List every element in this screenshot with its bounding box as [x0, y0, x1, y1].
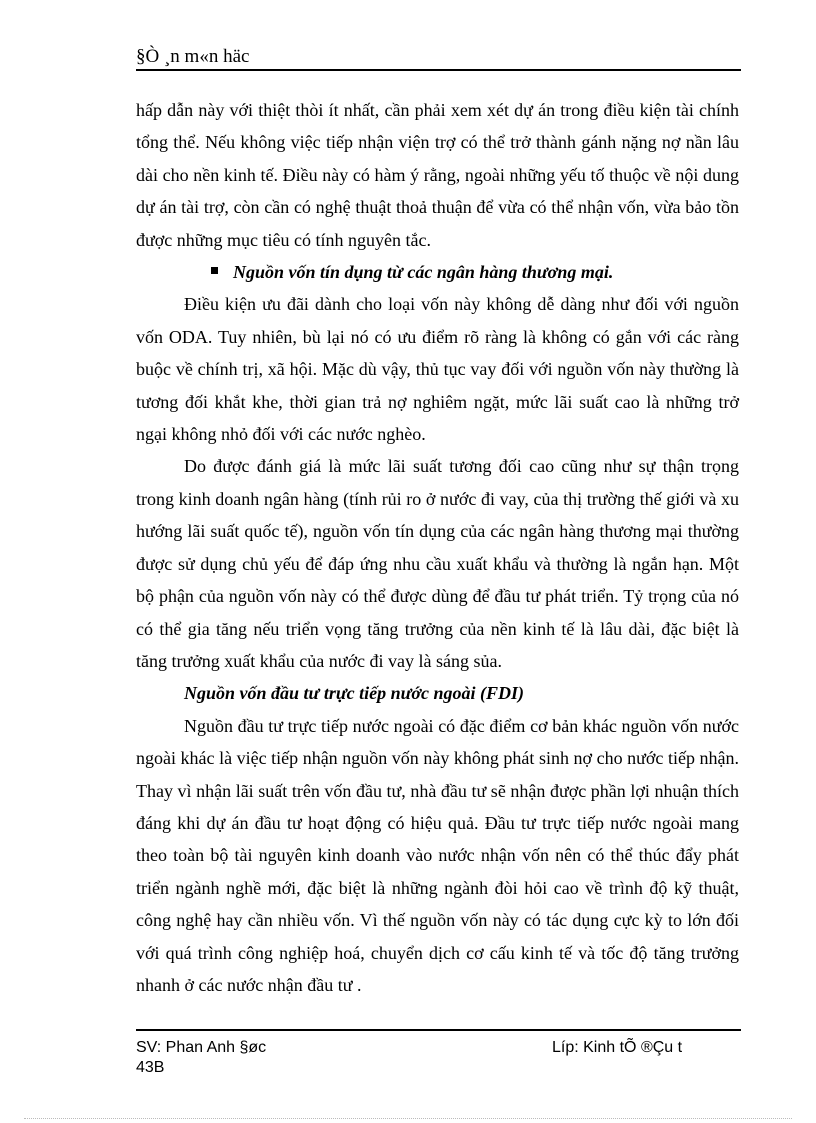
paragraph-credit-usage: Do được đánh giá là mức lãi suất tương đối cao cũng như sự thận trọng trong kinh doanh ngân hàng (tính rủi ro ở nước đi vay, của thị trường thế giới và xu hướng lãi suất quốc tế), nguồn vốn tín dụng của các ngân hàng thương mại thường được sử dụng chủ yếu để đáp ứng nhu cầu xuất khẩu và thường là ngắn hạn. Một bộ phận của nguồn vốn này có thể được dùng để đầu tư phát triển. Tỷ trọng của nó có thể gia tăng nếu triển vọng tăng trưởng của nền kinh tế là lâu dài, đặc biệt là tăng trưởng xuất khẩu của nước đi vay là sáng sủa. — [136, 456, 739, 671]
footer-student-name: SV: Phan Anh §øc — [136, 1039, 267, 1056]
page-header-title: §Ò ¸n m«n häc — [136, 46, 250, 67]
header-divider — [136, 69, 741, 71]
paragraph-credit-conditions: Điều kiện ưu đãi dành cho loại vốn này không dễ dàng như đối với nguồn vốn ODA. Tuy nhiên, bù lại nó có ưu điểm rõ ràng là không có gắn với các ràng buộc về chính trị, xã hội. Mặc dù vậy, thủ tục vay đối với nguồn vốn này thường là tương đối khắt khe, thời gian trả nợ nghiêm ngặt, mức lãi suất cao là những trở ngại không nhỏ đối với các nước nghèo. — [136, 294, 739, 445]
document-body — [136, 94, 739, 1001]
paragraph-fdi: Nguồn đầu tư trực tiếp nước ngoài có đặc điểm cơ bản khác nguồn vốn nước ngoài khác là việc tiếp nhận nguồn vốn này không phát sinh nợ cho nước tiếp nhận. Thay vì nhận lãi suất trên vốn đầu tư, nhà đầu tư sẽ nhận được phần lợi nhuận thích đáng khi dự án đầu tư hoạt động có hiệu quả. Đầu tư trực tiếp nước ngoài mang theo toàn bộ tài nguyên kinh doanh vào nước nhận vốn nên có thể thúc đẩy phát triển ngành nghề mới, đặc biệt là những ngành đòi hỏi cao về trình độ kỹ thuật, công nghệ hay cần nhiều vốn. Vì thế nguồn vốn này có tác dụng cực kỳ to lớn đối với quá trình công nghiệp hoá, chuyển dịch cơ cấu kinh tế và tốc độ tăng trưởng nhanh ở các nước nhận đầu tư . — [136, 715, 739, 995]
section-heading-text: Nguồn vốn tín dụng từ các ngân hàng thương mại. — [233, 262, 614, 283]
page-edge-dotted-line — [24, 1118, 792, 1119]
section-heading-commercial-credit — [136, 256, 739, 288]
footer-class: Líp: Kinh tÕ ®Çu t — [552, 1039, 683, 1056]
square-bullet-icon — [211, 267, 218, 274]
footer-divider — [136, 1029, 741, 1031]
paragraph-continuation: hấp dẫn này với thiệt thòi ít nhất, cần phải xem xét dự án trong điều kiện tài chính tổng thể. Nếu không việc tiếp nhận viện trợ có thể trở thành gánh nặng nợ nần lâu dài cho nền kinh tế. Điều này có hàm ý rằng, ngoài những yếu tố thuộc về nội dung dự án tài trợ, còn cần có nghệ thuật thoả thuận để vừa có thể nhận vốn, vừa bảo tồn được những mục tiêu có tính nguyên tắc. — [136, 100, 739, 250]
footer-student-class-code: 43B — [136, 1059, 165, 1076]
footer-student — [136, 1038, 266, 1078]
section-heading-fdi: Nguồn vốn đầu tư trực tiếp nước ngoài (FDI) — [184, 683, 525, 704]
